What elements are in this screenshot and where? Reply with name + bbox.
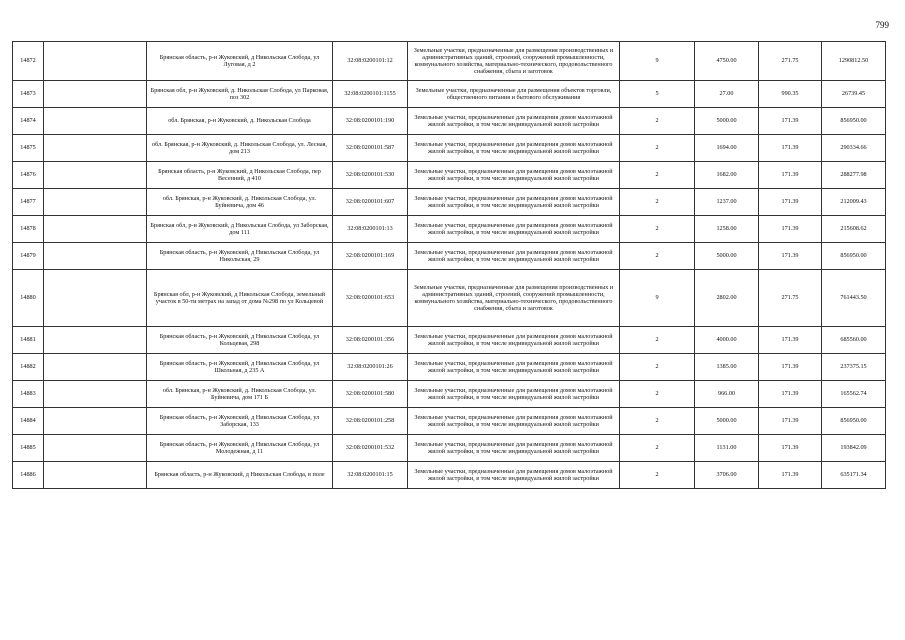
row-land-purpose: Земельные участки, предназначенные для размещения домов малоэтажной жилой застройки, в том числе индивидуальной жилой застройки	[408, 243, 620, 270]
row-address: Брянская область, р-н Жуковский, д Никольская Слобода, пер Весенний, д 410	[147, 162, 333, 189]
row-cadastral-value: 215608.62	[822, 216, 886, 243]
page-number: 799	[875, 20, 889, 30]
row-empty-cell	[44, 408, 147, 435]
row-area: 1385.00	[695, 354, 759, 381]
table-row	[13, 135, 886, 162]
row-cadastral-value: 26739.45	[822, 81, 886, 108]
table-row	[13, 216, 886, 243]
row-number: 14881	[13, 327, 44, 354]
row-area: 5000.00	[695, 408, 759, 435]
row-specific-value: 271.75	[759, 42, 822, 81]
row-category: 2	[620, 435, 695, 462]
table-row	[13, 189, 886, 216]
row-cadastral-number: 32:08:0200101:12	[333, 42, 408, 81]
row-area: 1682.00	[695, 162, 759, 189]
row-specific-value: 171.39	[759, 189, 822, 216]
table-row	[13, 408, 886, 435]
row-number: 14879	[13, 243, 44, 270]
row-specific-value: 171.39	[759, 354, 822, 381]
row-cadastral-number: 32:08:0200101:169	[333, 243, 408, 270]
row-cadastral-number: 32:08:0200101:1155	[333, 81, 408, 108]
row-number: 14882	[13, 354, 44, 381]
row-specific-value: 171.39	[759, 216, 822, 243]
row-specific-value: 990.35	[759, 81, 822, 108]
row-cadastral-number: 32:08:0200101:532	[333, 435, 408, 462]
row-address: Брянская обл, р-н Жуковский, д Никольская Слобода, ул Заборская, дом 111	[147, 216, 333, 243]
row-cadastral-number: 32:08:0200101:258	[333, 408, 408, 435]
row-empty-cell	[44, 435, 147, 462]
table-row	[13, 162, 886, 189]
row-cadastral-value: 290334.66	[822, 135, 886, 162]
row-area: 1131.00	[695, 435, 759, 462]
table-row	[13, 42, 886, 81]
row-specific-value: 171.39	[759, 162, 822, 189]
row-empty-cell	[44, 135, 147, 162]
row-empty-cell	[44, 42, 147, 81]
row-area: 2802.00	[695, 270, 759, 327]
row-cadastral-value: 685560.00	[822, 327, 886, 354]
row-cadastral-value: 1290812.50	[822, 42, 886, 81]
row-number: 14886	[13, 462, 44, 489]
row-category: 2	[620, 462, 695, 489]
row-cadastral-number: 32:08:0200101:26	[333, 354, 408, 381]
row-land-purpose: Земельные участки, предназначенные для размещения домов малоэтажной жилой застройки, в том числе индивидуальной жилой застройки	[408, 381, 620, 408]
row-specific-value: 171.39	[759, 243, 822, 270]
row-land-purpose: Земельные участки, предназначенные для размещения домов малоэтажной жилой застройки, в том числе индивидуальной жилой застройки	[408, 189, 620, 216]
row-land-purpose: Земельные участки, предназначенные для размещения домов малоэтажной жилой застройки, в том числе индивидуальной жилой застройки	[408, 108, 620, 135]
row-specific-value: 171.39	[759, 435, 822, 462]
row-address: обл. Брянская, р-н Жуковский, д. Никольская Слобода, ул. Буйневича, дом 46	[147, 189, 333, 216]
row-number: 14877	[13, 189, 44, 216]
table-row	[13, 435, 886, 462]
row-cadastral-number: 32:08:0200101:356	[333, 327, 408, 354]
table-row	[13, 327, 886, 354]
row-address: Брянская обл, р-н Жуковский, д. Никольская Слобода, ул Парковая, поз 302	[147, 81, 333, 108]
row-category: 2	[620, 381, 695, 408]
row-area: 4750.00	[695, 42, 759, 81]
row-address: обл. Брянская, р-н Жуковский, д. Никольская Слобода, ул. Лесная, дом 213	[147, 135, 333, 162]
row-empty-cell	[44, 354, 147, 381]
row-empty-cell	[44, 462, 147, 489]
table-row	[13, 270, 886, 327]
row-category: 2	[620, 327, 695, 354]
row-empty-cell	[44, 189, 147, 216]
row-area: 3706.00	[695, 462, 759, 489]
row-cadastral-number: 32:08:0200101:587	[333, 135, 408, 162]
row-category: 5	[620, 81, 695, 108]
row-address: Брянская область, р-н Жуковский, д Никольская Слобода, ул Молодежная, д 11	[147, 435, 333, 462]
row-land-purpose: Земельные участки, предназначенные для размещения объектов торговли, общественного питания и бытового обслуживания	[408, 81, 620, 108]
row-category: 9	[620, 270, 695, 327]
row-specific-value: 171.39	[759, 135, 822, 162]
row-address: обл. Брянская, р-н Жуковский, д. Никольская Слобода, ул. Буйневича, дом 171 Б	[147, 381, 333, 408]
row-specific-value: 171.39	[759, 108, 822, 135]
row-address: обл. Брянская, р-н Жуковский, д. Никольская Слобода	[147, 108, 333, 135]
row-number: 14883	[13, 381, 44, 408]
row-land-purpose: Земельные участки, предназначенные для размещения домов малоэтажной жилой застройки, в том числе индивидуальной жилой застройки	[408, 435, 620, 462]
row-category: 2	[620, 408, 695, 435]
row-category: 2	[620, 216, 695, 243]
row-land-purpose: Земельные участки, предназначенные для размещения производственных и административных зданий, строений, сооружений промышленности, коммунального хозяйства, материально-технического, продовольственного снабжения, сбыта и заготовок	[408, 42, 620, 81]
row-area: 4000.00	[695, 327, 759, 354]
row-land-purpose: Земельные участки, предназначенные для размещения домов малоэтажной жилой застройки, в том числе индивидуальной жилой застройки	[408, 462, 620, 489]
row-empty-cell	[44, 162, 147, 189]
row-area: 5000.00	[695, 108, 759, 135]
row-cadastral-value: 212009.43	[822, 189, 886, 216]
row-land-purpose: Земельные участки, предназначенные для размещения домов малоэтажной жилой застройки, в том числе индивидуальной жилой застройки	[408, 408, 620, 435]
row-number: 14876	[13, 162, 44, 189]
row-address: Брянская обл, р-н Жуковский, д Никольская Слобода, земельный участок в 50-ти метрах на запад от дома №298 по ул Кольцевой	[147, 270, 333, 327]
row-cadastral-value: 193842.09	[822, 435, 886, 462]
row-number: 14873	[13, 81, 44, 108]
row-number: 14874	[13, 108, 44, 135]
row-empty-cell	[44, 327, 147, 354]
row-number: 14878	[13, 216, 44, 243]
row-area: 1237.00	[695, 189, 759, 216]
row-category: 2	[620, 108, 695, 135]
row-cadastral-value: 237375.15	[822, 354, 886, 381]
row-area: 27.00	[695, 81, 759, 108]
table-row	[13, 354, 886, 381]
table-row	[13, 381, 886, 408]
row-cadastral-value: 761443.50	[822, 270, 886, 327]
row-category: 9	[620, 42, 695, 81]
row-cadastral-number: 32:08:0200101:653	[333, 270, 408, 327]
row-area: 966.00	[695, 381, 759, 408]
row-land-purpose: Земельные участки, предназначенные для размещения домов малоэтажной жилой застройки, в том числе индивидуальной жилой застройки	[408, 162, 620, 189]
row-number: 14872	[13, 42, 44, 81]
row-specific-value: 171.39	[759, 327, 822, 354]
row-cadastral-value: 856950.00	[822, 408, 886, 435]
row-address: Брянская область, р-н Жуковский, д Никольская Слобода, в поле	[147, 462, 333, 489]
row-empty-cell	[44, 381, 147, 408]
row-land-purpose: Земельные участки, предназначенные для размещения производственных и административных зданий, строений, сооружений промышленности, коммунального хозяйства, материально-технического, продовольственного снабжения, сбыта и заготовок	[408, 270, 620, 327]
row-cadastral-number: 32:08:0200101:13	[333, 216, 408, 243]
row-cadastral-number: 32:08:0200101:607	[333, 189, 408, 216]
row-cadastral-value: 635171.34	[822, 462, 886, 489]
row-category: 2	[620, 162, 695, 189]
row-cadastral-value: 288277.98	[822, 162, 886, 189]
row-empty-cell	[44, 243, 147, 270]
row-cadastral-value: 856950.00	[822, 108, 886, 135]
row-specific-value: 171.39	[759, 462, 822, 489]
row-cadastral-number: 32:08:0200101:15	[333, 462, 408, 489]
row-cadastral-value: 856950.00	[822, 243, 886, 270]
row-empty-cell	[44, 270, 147, 327]
row-number: 14885	[13, 435, 44, 462]
row-address: Брянская область, р-н Жуковский, д Никольская Слобода, ул Заборская, 133	[147, 408, 333, 435]
row-empty-cell	[44, 108, 147, 135]
row-address: Брянская область, р-н Жуковский, д Никольская Слобода, ул Луговая, д 2	[147, 42, 333, 81]
row-category: 2	[620, 243, 695, 270]
row-specific-value: 171.39	[759, 381, 822, 408]
row-specific-value: 171.39	[759, 408, 822, 435]
row-cadastral-number: 32:08:0200101:580	[333, 381, 408, 408]
row-land-purpose: Земельные участки, предназначенные для размещения домов малоэтажной жилой застройки, в том числе индивидуальной жилой застройки	[408, 135, 620, 162]
row-area: 5000.00	[695, 243, 759, 270]
row-empty-cell	[44, 216, 147, 243]
table-row	[13, 81, 886, 108]
row-land-purpose: Земельные участки, предназначенные для размещения домов малоэтажной жилой застройки, в том числе индивидуальной жилой застройки	[408, 354, 620, 381]
row-land-purpose: Земельные участки, предназначенные для размещения домов малоэтажной жилой застройки, в том числе индивидуальной жилой застройки	[408, 216, 620, 243]
row-number: 14880	[13, 270, 44, 327]
table-row	[13, 462, 886, 489]
row-land-purpose: Земельные участки, предназначенные для размещения домов малоэтажной жилой застройки, в том числе индивидуальной жилой застройки	[408, 327, 620, 354]
table-row	[13, 243, 886, 270]
table-row	[13, 108, 886, 135]
row-address: Брянская область, р-н Жуковский, д Никольская Слобода, ул Никольская, 29	[147, 243, 333, 270]
row-category: 2	[620, 354, 695, 381]
row-category: 2	[620, 189, 695, 216]
row-cadastral-number: 32:08:0200101:190	[333, 108, 408, 135]
row-area: 1694.00	[695, 135, 759, 162]
row-area: 1258.00	[695, 216, 759, 243]
row-category: 2	[620, 135, 695, 162]
row-number: 14875	[13, 135, 44, 162]
row-cadastral-number: 32:08:0200101:530	[333, 162, 408, 189]
row-address: Брянская область, р-н Жуковский, д Никольская Слобода, ул Кольцевая, 298	[147, 327, 333, 354]
land-registry-table	[12, 41, 886, 489]
row-empty-cell	[44, 81, 147, 108]
row-address: Брянская область, р-н Жуковский, д Никольская Слобода, ул Школьная, д 235 А	[147, 354, 333, 381]
row-number: 14884	[13, 408, 44, 435]
row-specific-value: 271.75	[759, 270, 822, 327]
row-cadastral-value: 165562.74	[822, 381, 886, 408]
